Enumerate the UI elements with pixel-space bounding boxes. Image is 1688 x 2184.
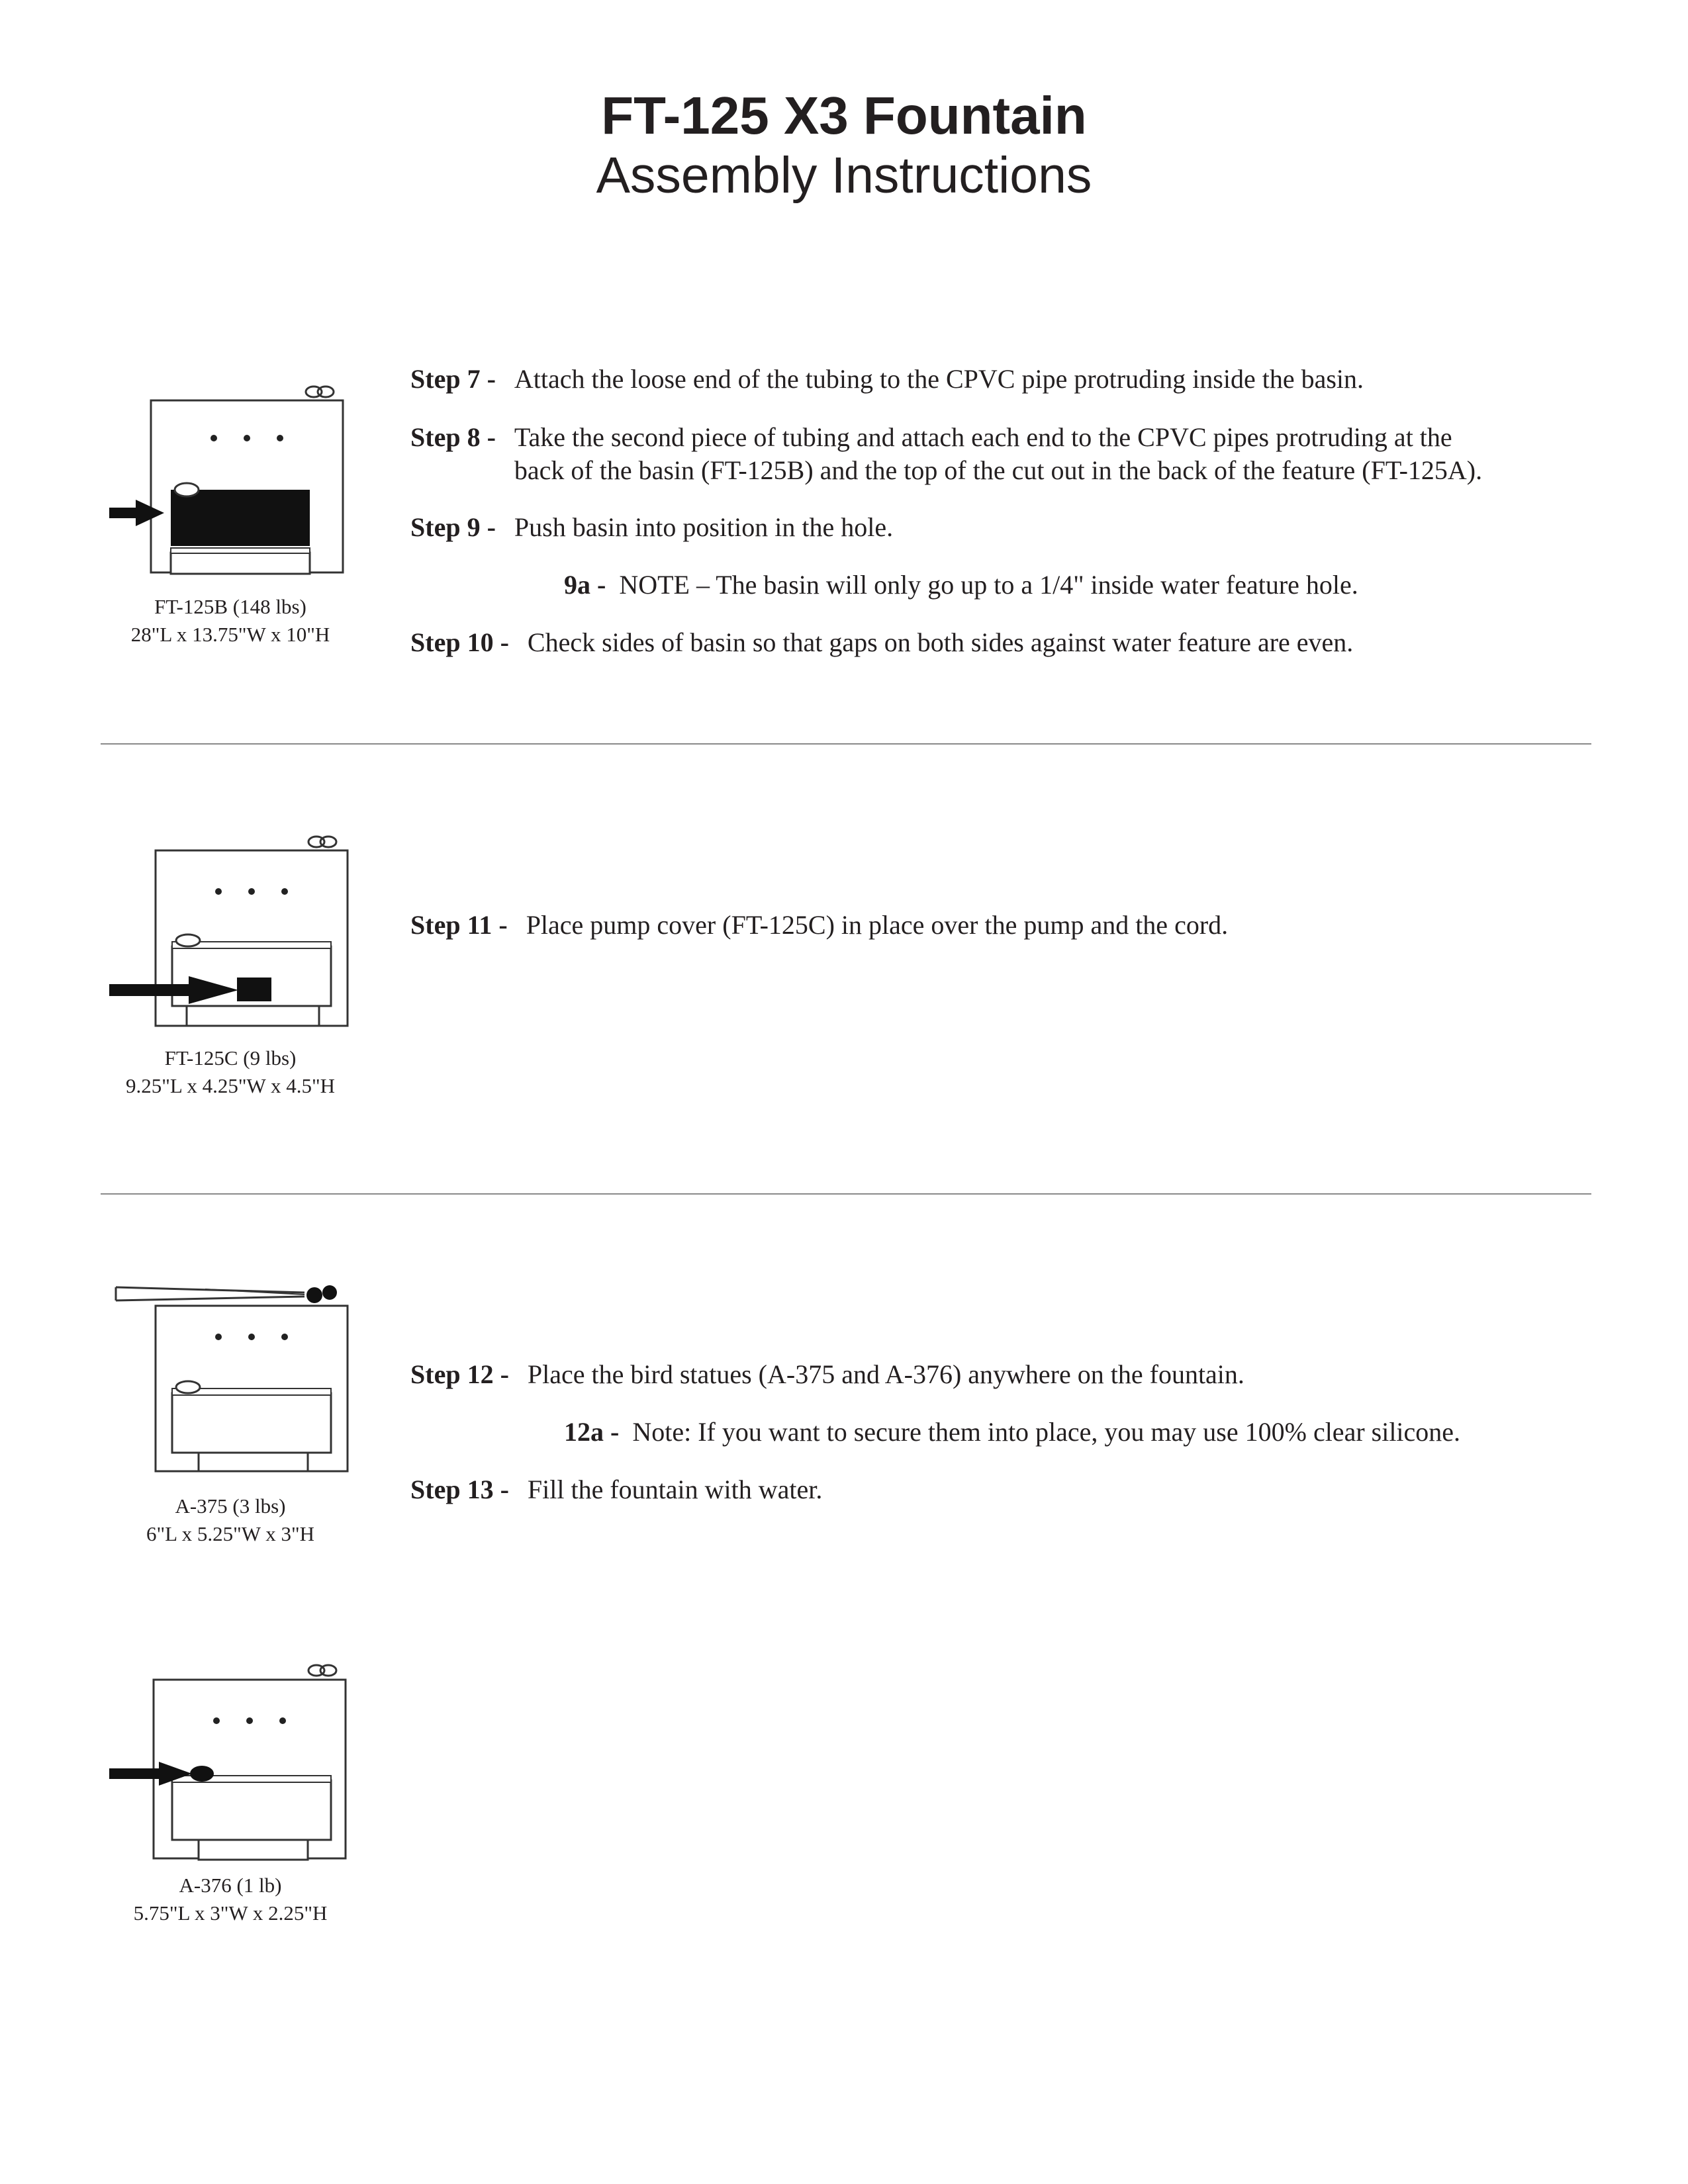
step-8 — [410, 421, 1482, 487]
step-label: Step 11 - — [410, 910, 508, 940]
caption-dimensions: 5.75"L x 3"W x 2.25"H — [133, 1901, 328, 1925]
figure-caption — [98, 593, 363, 649]
caption-part-name: A-375 (3 lbs) — [175, 1494, 286, 1518]
step-label: Step 8 - — [410, 422, 496, 452]
step-12a-note — [564, 1416, 1460, 1449]
step-text: Take the second piece of tubing and attach each end to the CPVC pipes protruding at the — [514, 422, 1452, 452]
fountain-pump-cover-arrow-diagram-icon — [106, 824, 357, 1036]
step-text: Fill the fountain with water. — [527, 1475, 823, 1504]
step-label: Step 9 - — [410, 512, 496, 542]
step-text: Place the bird statues (A-375 and A-376) anywhere on the fountain. — [527, 1359, 1244, 1389]
caption-part-name: FT-125C (9 lbs) — [164, 1046, 297, 1069]
step-text: Note: If you want to secure them into place, you may use 100% clear silicone. — [632, 1417, 1461, 1447]
step-label: Step 7 - — [410, 364, 496, 394]
step-13 — [410, 1473, 822, 1506]
step-text: Push basin into position in the hole. — [514, 512, 894, 542]
step-9 — [410, 511, 893, 544]
section-divider — [101, 743, 1591, 745]
page-title: FT-125 X3 Fountain — [601, 86, 1087, 145]
step-11 — [410, 909, 1228, 942]
step-10 — [410, 626, 1353, 659]
caption-part-name: FT-125B (148 lbs) — [154, 595, 306, 618]
section-divider — [101, 1193, 1591, 1195]
step-label: 9a - — [564, 570, 606, 600]
step-label: 12a - — [564, 1417, 620, 1447]
step-text: NOTE – The basin will only go up to a 1/4" inside water feature hole. — [619, 570, 1358, 600]
step-text: Check sides of basin so that gaps on both sides against water feature are even. — [527, 627, 1354, 657]
step-9a-note — [564, 569, 1358, 602]
step-label: Step 10 - — [410, 627, 509, 657]
step-7 — [410, 363, 1364, 396]
caption-dimensions: 6"L x 5.25"W x 3"H — [146, 1522, 315, 1545]
figure-caption — [98, 1492, 363, 1548]
fountain-top-bird-arrow-diagram-icon — [106, 1267, 357, 1479]
step-label: Step 13 - — [410, 1475, 509, 1504]
fountain-basin-arrow-diagram-icon — [106, 377, 357, 576]
step-label: Step 12 - — [410, 1359, 509, 1389]
caption-part-name: A-376 (1 lb) — [179, 1874, 282, 1897]
step-text: Place pump cover (FT-125C) in place over the pump and the cord. — [526, 910, 1229, 940]
figure-caption — [98, 1044, 363, 1100]
fountain-basin-bird-arrow-diagram-icon — [106, 1655, 357, 1873]
step-text-continued: back of the basin (FT-125B) and the top of the cut out in the back of the feature (FT-125A). — [514, 455, 1483, 485]
step-text: Attach the loose end of the tubing to the CPVC pipe protruding inside the basin. — [514, 364, 1364, 394]
figure-caption — [98, 1872, 363, 1927]
step-12 — [410, 1358, 1244, 1391]
caption-dimensions: 9.25"L x 4.25"W x 4.5"H — [125, 1074, 336, 1097]
page-subtitle: Assembly Instructions — [596, 147, 1092, 204]
caption-dimensions: 28"L x 13.75"W x 10"H — [130, 623, 330, 646]
